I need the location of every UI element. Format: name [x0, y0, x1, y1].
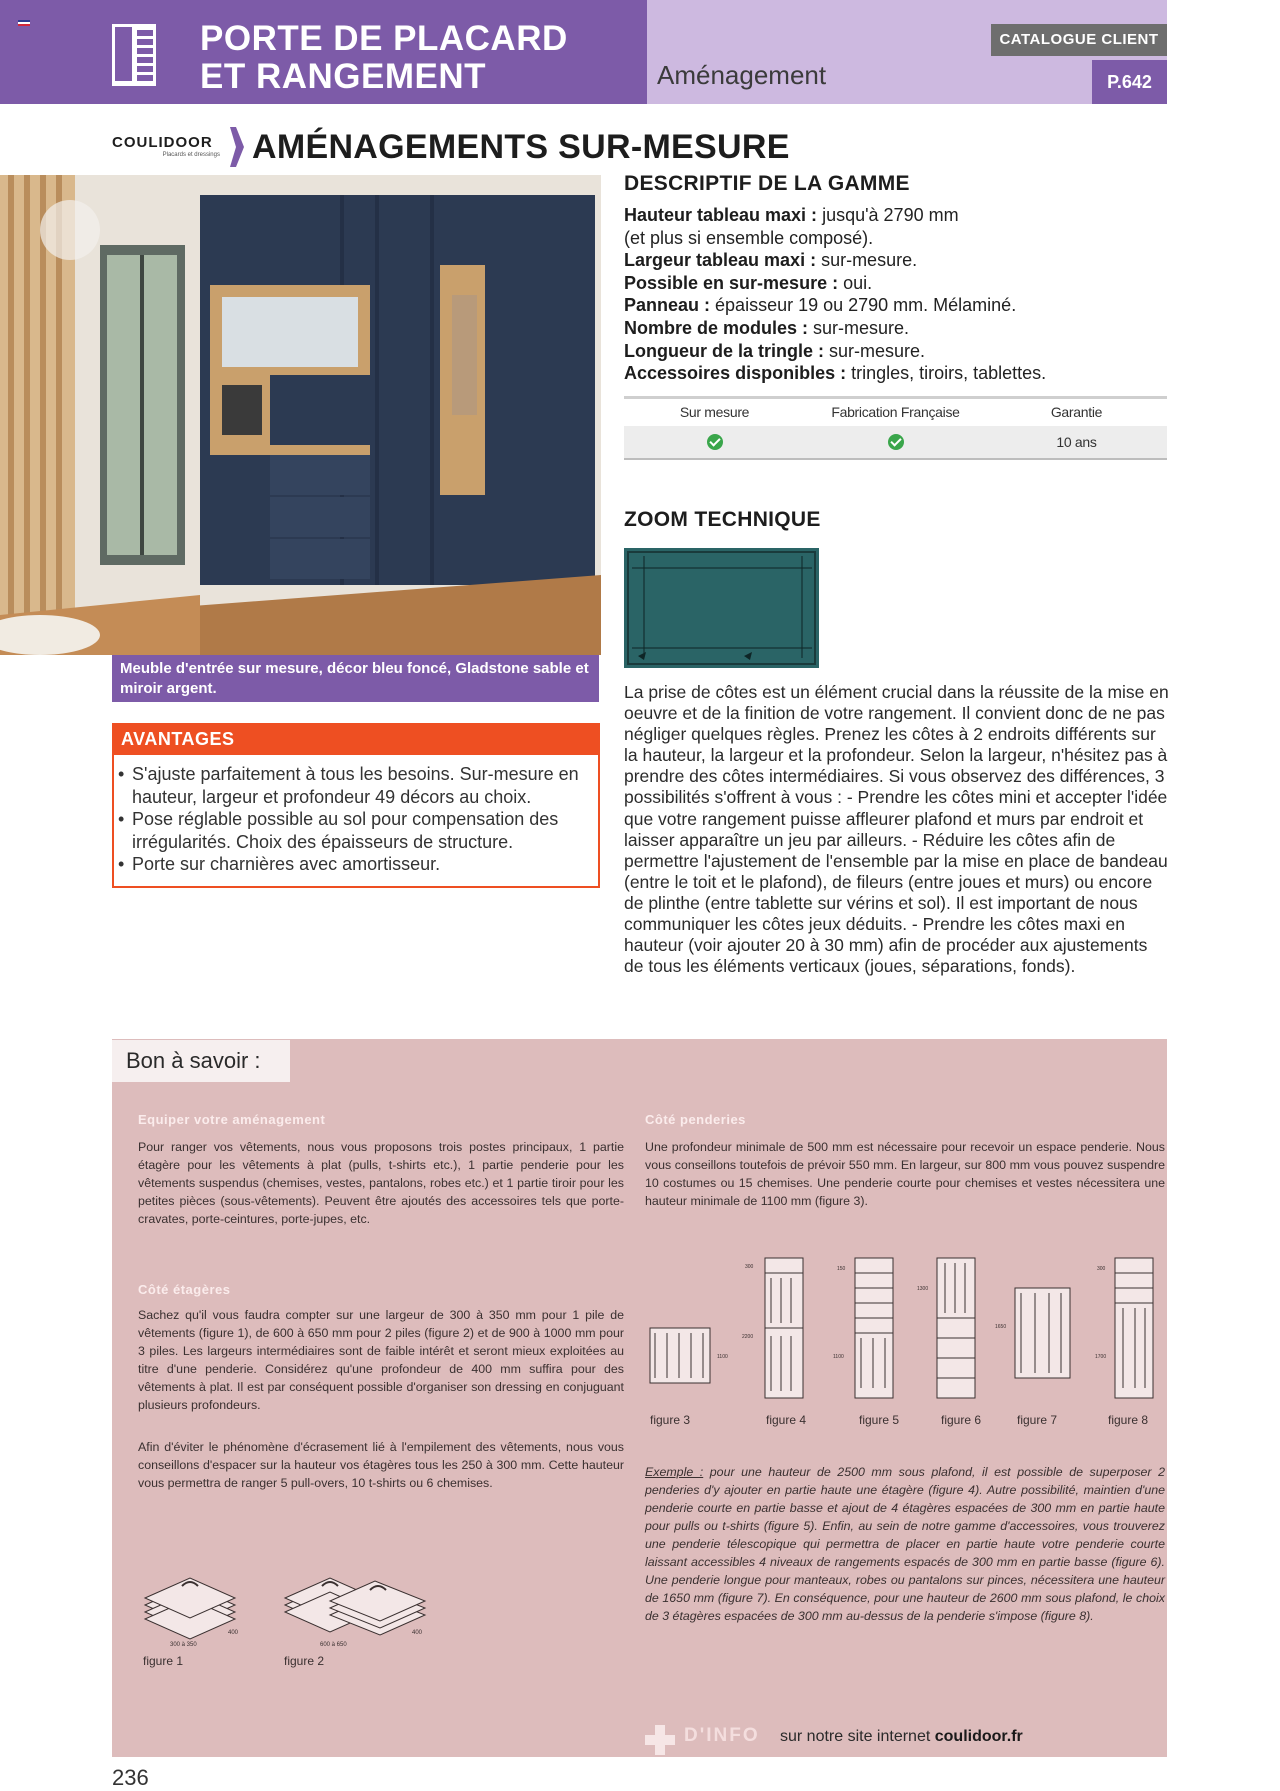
figure-label: figure 3 [650, 1413, 691, 1427]
website-link[interactable]: coulidoor.fr [934, 1728, 1023, 1745]
fig3-height-label: 1100 [717, 1354, 728, 1360]
fig8-spacing-label: 300 [1097, 1266, 1106, 1272]
figure-label: figure 4 [766, 1413, 807, 1427]
fig1-depth-label: 400 [228, 1630, 239, 1636]
more-info-text [780, 1728, 1023, 1746]
spec-row [624, 340, 1169, 363]
table-header-cell: Sur mesure [679, 404, 750, 420]
range-description-heading: DESCRIPTIF DE LA GAMME [624, 172, 910, 195]
list-item: • Pose réglable possible au sol pour compensation des irrégularités. Choix des épaisseurs de structure. [114, 808, 598, 853]
cabinet-icon [112, 24, 156, 86]
advantages-list [114, 763, 598, 876]
table-row [624, 426, 1167, 458]
equip-heading: Equiper votre aménagement [138, 1112, 326, 1127]
table-header-row [624, 399, 1167, 423]
shelves-heading: Côté étagères [138, 1282, 231, 1297]
fig1-width-label: 300 à 350 [170, 1642, 197, 1648]
figure-label: figure 2 [284, 1654, 325, 1668]
example-label: Exemple : [645, 1465, 704, 1479]
table-bottom-rule [624, 458, 1167, 460]
features-table [624, 396, 1167, 462]
spec-list [624, 204, 1169, 385]
wardrobe-heading: Côté penderies [645, 1112, 746, 1127]
photo-caption: Meuble d'entrée sur mesure, décor bleu foncé, Gladstone sable et miroir argent. [112, 655, 599, 702]
fig6-height-label: 1300 [917, 1286, 929, 1292]
spec-row [624, 227, 1169, 250]
more-info-label: D'INFO [684, 1725, 760, 1746]
spec-value: sur-mesure. [816, 250, 918, 271]
spec-row [624, 362, 1169, 385]
fig2-depth-label: 400 [412, 1630, 423, 1636]
section-title-line2: ET RANGEMENT [200, 57, 486, 96]
flag-icon [18, 20, 30, 28]
fig7-height-label: 1650 [995, 1324, 1007, 1330]
page-reference: P.642 [1092, 60, 1167, 104]
catalogue-badge: CATALOGUE CLIENT [991, 24, 1167, 56]
table-cell: 10 ans [1056, 434, 1097, 450]
figure-label: figure 6 [941, 1413, 982, 1427]
technical-diagram [624, 548, 819, 668]
check-icon [707, 434, 723, 450]
product-photo [0, 175, 601, 655]
spec-label: Nombre de modules : [624, 317, 809, 338]
spec-row [624, 204, 1169, 227]
spec-label: Largeur tableau maxi : [624, 250, 817, 271]
spec-value: épaisseur 19 ou 2790 mm. Mélaminé. [710, 295, 1017, 316]
figure-label: figure 7 [1017, 1413, 1058, 1427]
spec-value: sur-mesure. [824, 340, 926, 361]
fig4-height-label: 2200 [742, 1334, 754, 1340]
spec-value: sur-mesure. [808, 317, 910, 338]
example-body: pour une hauteur de 2500 mm sous plafond, il est possible de superposer 2 penderies d'y ajouter en partie haute une étagère (figure 4). Autre possibilité, maintien d'une penderie courte en partie basse et ajout de 4 étagères espacées de 300 mm en partie haute pour pulls ou t-shirts (figure 5). Enfin, au sein de notre gamme d'accessoires, vous trouverez une penderie télescopique qui permettra de placer en partie haute votre penderie courte laissant accessibles 4 niveaux de rangements espacés de 300 mm en partie basse (figure 6). Une penderie longue pour manteaux, robes ou pantalons sur pinces, nécessitera une hauteur de 1650 mm (figure 7). En conséquence, pour une hauteur de 2600 mm sous plafond, le choix de 3 étagères espacées de 300 mm au-dessus de la penderie s'impose (figure 8). [645, 1465, 1166, 1623]
shelves-text-2: Afin d'éviter le phénomène d'écrasement lié à l'empilement des vêtements, nous vous conseillons d'espacer sur la hauteur vos étagères tous les 250 à 300 mm. Cette hauteur vous permettra de ranger 5 pull-overs, 10 t-shirts ou 6 chemises. [138, 1440, 624, 1490]
advantages-heading: AVANTAGES [112, 723, 600, 755]
page-title: AMÉNAGEMENTS SUR-MESURE [252, 128, 790, 166]
figure-label: figure 8 [1108, 1413, 1149, 1427]
figures-3-8-drawing [645, 1248, 1165, 1408]
figure-label: figure 5 [859, 1413, 900, 1427]
spec-value: tringles, tiroirs, tablettes. [846, 363, 1047, 384]
spec-value: oui. [838, 272, 873, 293]
figure-label: figure 1 [143, 1654, 184, 1668]
wardrobe-text: Une profondeur minimale de 500 mm est nécessaire pour recevoir un espace penderie. Nous vous conseillons toutefois de prévoir 550 mm. En largeur, sur 800 mm vous pouvez suspendre 10 costumes ou 15 chemises. Une penderie courte pour chemises et vestes nécessitera une hauteur minimale de 1100 mm (figure 3). [645, 1140, 1165, 1208]
spec-row [624, 272, 1169, 295]
spec-value: (et plus si ensemble composé). [624, 227, 874, 248]
spec-label: Longueur de la tringle : [624, 340, 825, 361]
check-icon [888, 434, 904, 450]
fig2-width-label: 600 à 650 [320, 1642, 347, 1648]
logo-tagline: Placards et dressings [162, 152, 220, 158]
more-info-sentence: sur notre site internet [780, 1728, 935, 1745]
section-title-line1: PORTE DE PLACARD [200, 19, 568, 58]
spec-row [624, 294, 1169, 317]
fig4-top-label: 300 [745, 1264, 754, 1270]
good-to-know-tab: Bon à savoir : [112, 1040, 290, 1082]
spec-label: Panneau : [624, 295, 711, 316]
list-item: • S'ajuste parfaitement à tous les besoins. Sur-mesure en hauteur, largeur et profondeur 49 décors au choix. [114, 763, 598, 808]
spec-label: Accessoires disponibles : [624, 363, 847, 384]
logo-text: COULIDOOR [112, 134, 213, 151]
equip-text: Pour ranger vos vêtements, nous vous proposons trois postes principaux, 1 partie étagère pour les vêtements à plat (pulls, t-shirts etc.), 1 partie penderie pour les vêtements suspendus (chemises, vestes, pantalons, robes etc.) et 1 partie tiroir pour les petites pièces (sous-vêtements). Peuvent être ajoutés des accessoires tels que porte-cravates, porte-ceintures, porte-jupes, etc. [138, 1140, 624, 1226]
spec-label: Hauteur tableau maxi : [624, 205, 818, 225]
figures-1-2-drawing [140, 1560, 440, 1655]
table-cell [624, 426, 805, 453]
shelves-text: Sachez qu'il vous faudra compter sur une largeur de 300 à 350 mm pour 1 pile de vêtements (figure 1), de 600 à 650 mm pour 2 piles (figure 2) et de 900 à 1000 mm pour 3 piles. Les largeurs intermédiaires sont de faible intérêt et seront mieux exploitées au titre d'une penderie. Considérez qu'une profondeur de 400 mm suffira pour des vêtements à plat. Il est par conséquent possible d'organiser son dressing en conjuguant plusieurs profondeurs. [138, 1308, 624, 1412]
plus-icon [643, 1723, 677, 1757]
brand-logo [112, 134, 220, 164]
table-header-cell: Garantie [1050, 404, 1103, 420]
spec-value: jusqu'à 2790 mm [817, 205, 959, 225]
technical-zoom-text: La prise de côtes est un élément crucial dans la réussite de la mise en oeuvre et de la finition de votre rangement. Il convient donc de ne pas négliger quelques règles. Prenez les côtes à 2 endroits différents sur la hauteur, la largeur et la profondeur. Selon la largeur, n'hésitez pas à prendre des côtes intermédiaires. Si vous observez des différences, 3 possibilités s'offrent à vous : - Prendre les côtes mini et accepter l'idée que votre rangement puisse affleurer plafond et murs par endroit et laisser apparaître un jeu par ailleurs. - Réduire les côtes afin de permettre l'ajustement de l'ensemble par la mise en place de bandeau (entre le toit et le plafond), de fileurs (entre joues et murs) ou encore de plinthe (entre tablette sur vérins et sol). Il est important de nous communiquer les côtes jeux déduits. - Prendre les côtes maxi en hauteur (voir ajouter 20 à 30 mm) afin de procéder aux ajustements de tous les éléments verticaux (joues, séparations, fonds). [624, 682, 1169, 977]
spec-row [624, 249, 1169, 272]
table-header-cell: Fabrication Française [831, 404, 960, 420]
spec-row [624, 317, 1169, 340]
page-number: 236 [112, 1765, 149, 1790]
list-item: • Porte sur charnières avec amortisseur. [114, 853, 598, 876]
technical-zoom-heading: ZOOM TECHNIQUE [624, 508, 821, 531]
fig8-height-label: 1700 [1095, 1354, 1107, 1360]
fig5-height-label: 1100 [833, 1354, 844, 1360]
spec-label: Possible en sur-mesure : [624, 272, 839, 293]
section-title [200, 20, 568, 96]
example-text [645, 1463, 1165, 1625]
section-subtitle: Aménagement [657, 60, 827, 90]
chevron-right-icon [230, 127, 244, 167]
fig5-spacing-label: 150 [837, 1266, 846, 1272]
table-cell [805, 426, 986, 453]
